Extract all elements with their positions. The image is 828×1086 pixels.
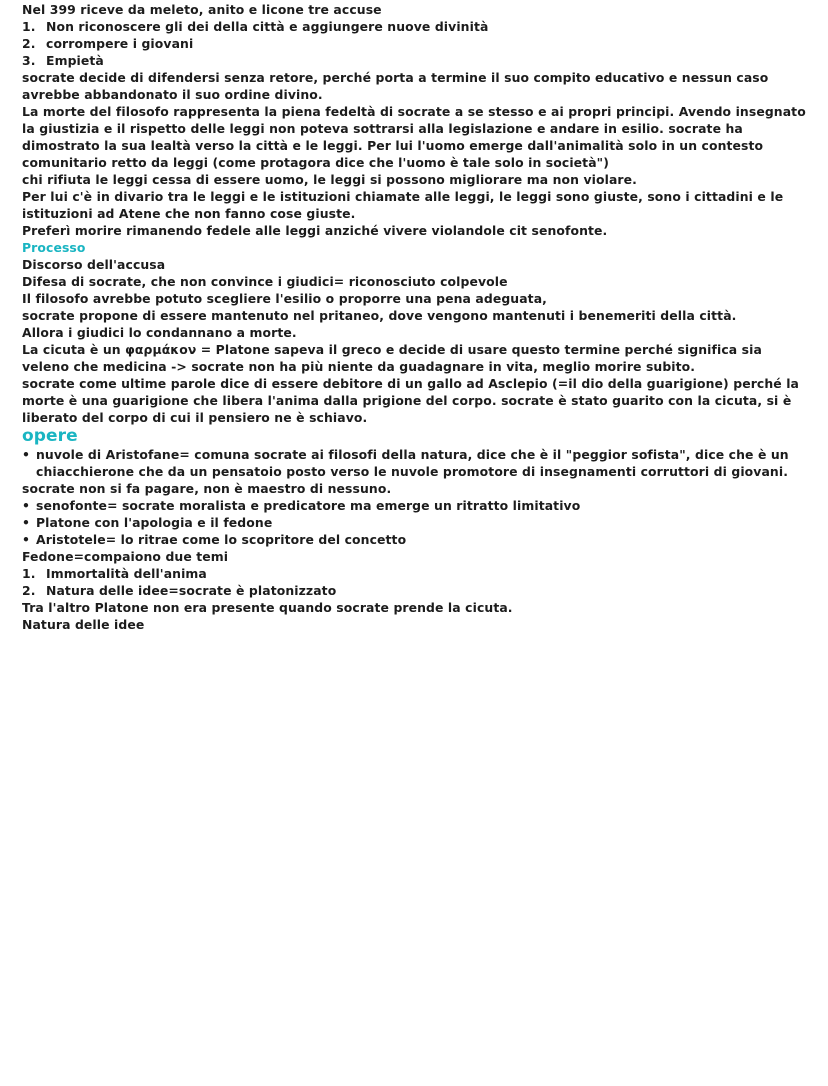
- tema-number: 1.: [22, 566, 36, 581]
- aristofane-text: nuvole di Aristofane= comuna socrate ai filosofi della natura, dice che è il "peggior sofista", dice che è un chiacchierone che da un pensatoio posto verso le nuvole promotore di insegnamenti corruttori di giovani.: [36, 447, 789, 479]
- opere-heading: opere: [22, 426, 78, 446]
- closing-line: Natura delle idee: [22, 617, 145, 632]
- intro-line: Nel 399 riceve da meleto, anito e licone tre accuse: [22, 2, 382, 17]
- paragraph-rifiuto-leggi: chi rifiuta le leggi cessa di essere uomo, le leggi si possono migliorare ma non violare.: [22, 172, 637, 187]
- accusa-item: [22, 18, 806, 35]
- processo-line: socrate come ultime parole dice di essere debitore di un gallo ad Asclepio (=il dio della guarigione) perché la morte è una guarigione che libera l'anima dalla prigione del corpo. socrate è stato guarito con la cicuta, si è liberato del corpo di cui il pensiero ne è schiavo.: [22, 376, 800, 425]
- accusa-text: Empietà: [46, 53, 104, 68]
- tema-item: [22, 565, 806, 582]
- opere-bullet-item: [22, 531, 806, 548]
- bullet-text: Platone con l'apologia e il fedone: [36, 515, 273, 530]
- processo-line: Difesa di socrate, che non convince i giudici= riconosciuto colpevole: [22, 274, 508, 289]
- processo-heading: Processo: [22, 240, 86, 255]
- bullet-text: senofonte= socrate moralista e predicatore ma emerge un ritratto limitativo: [36, 498, 581, 513]
- bullet-icon: •: [22, 498, 31, 513]
- opere-bullet-item: [22, 446, 806, 480]
- processo-line: La cicuta è un φαρμάκον = Platone sapeva il greco e decide di usare questo termine perché significa sia veleno che medicina -> socrate non ha più niente da guadagnare in vita, meglio morire subito.: [22, 342, 762, 374]
- processo-line: socrate propone di essere mantenuto nel pritaneo, dove vengono mantenuti i benemeriti della città.: [22, 308, 737, 323]
- accusa-text: corrompere i giovani: [46, 36, 194, 51]
- processo-line: Discorso dell'accusa: [22, 257, 166, 272]
- processo-line: Il filosofo avrebbe potuto scegliere l'esilio o proporre una pena adeguata,: [22, 291, 547, 306]
- accusa-number: 3.: [22, 53, 36, 68]
- bullet-text: Aristotele= lo ritrae come lo scopritore del concetto: [36, 532, 407, 547]
- paragraph-divario: Per lui c'è in divario tra le leggi e le istituzioni chiamate alle leggi, le leggi sono giuste, sono i cittadini e le istituzioni ad Atene che non fanno cose giuste.: [22, 189, 784, 221]
- paragraph-difesa: socrate decide di difendersi senza retore, perché porta a termine il suo compito educativo e nessun caso avrebbe abbandonato il suo ordine divino.: [22, 70, 769, 102]
- accusa-text: Non riconoscere gli dei della città e aggiungere nuove divinità: [46, 19, 489, 34]
- tema-item: [22, 582, 806, 599]
- opere-line: socrate non si fa pagare, non è maestro di nessuno.: [22, 481, 392, 496]
- paragraph-morte: La morte del filosofo rappresenta la piena fedeltà di socrate a se stesso e ai propri principi. Avendo insegnato la giustizia e il rispetto delle leggi non poteva sottrarsi alla legislazione e andare in esilio. socrate ha dimostrato la sua lealtà verso la città e le leggi. Per lui l'uomo emerge dall'animalità solo in un contesto comunitario retto da leggi (come protagora dice che l'uomo è tale solo in società"): [22, 104, 806, 170]
- processo-line: Allora i giudici lo condannano a morte.: [22, 325, 297, 340]
- tema-text: Natura delle idee=socrate è platonizzato: [46, 583, 337, 598]
- accusa-number: 2.: [22, 36, 36, 51]
- bullet-icon: •: [22, 447, 31, 462]
- accusa-number: 1.: [22, 19, 36, 34]
- fedone-line: Fedone=compaiono due temi: [22, 549, 229, 564]
- tema-text: Immortalità dell'anima: [46, 566, 207, 581]
- accusa-item: [22, 52, 806, 69]
- accusa-item: [22, 35, 806, 52]
- bullet-icon: •: [22, 515, 31, 530]
- opere-bullet-item: [22, 514, 806, 531]
- tema-number: 2.: [22, 583, 36, 598]
- closing-line: Tra l'altro Platone non era presente quando socrate prende la cicuta.: [22, 600, 513, 615]
- paragraph-senofonte: Preferì morire rimanendo fedele alle leggi anziché vivere violandole cit senofonte.: [22, 223, 608, 238]
- bullet-icon: •: [22, 532, 31, 547]
- opere-bullet-item: [22, 497, 806, 514]
